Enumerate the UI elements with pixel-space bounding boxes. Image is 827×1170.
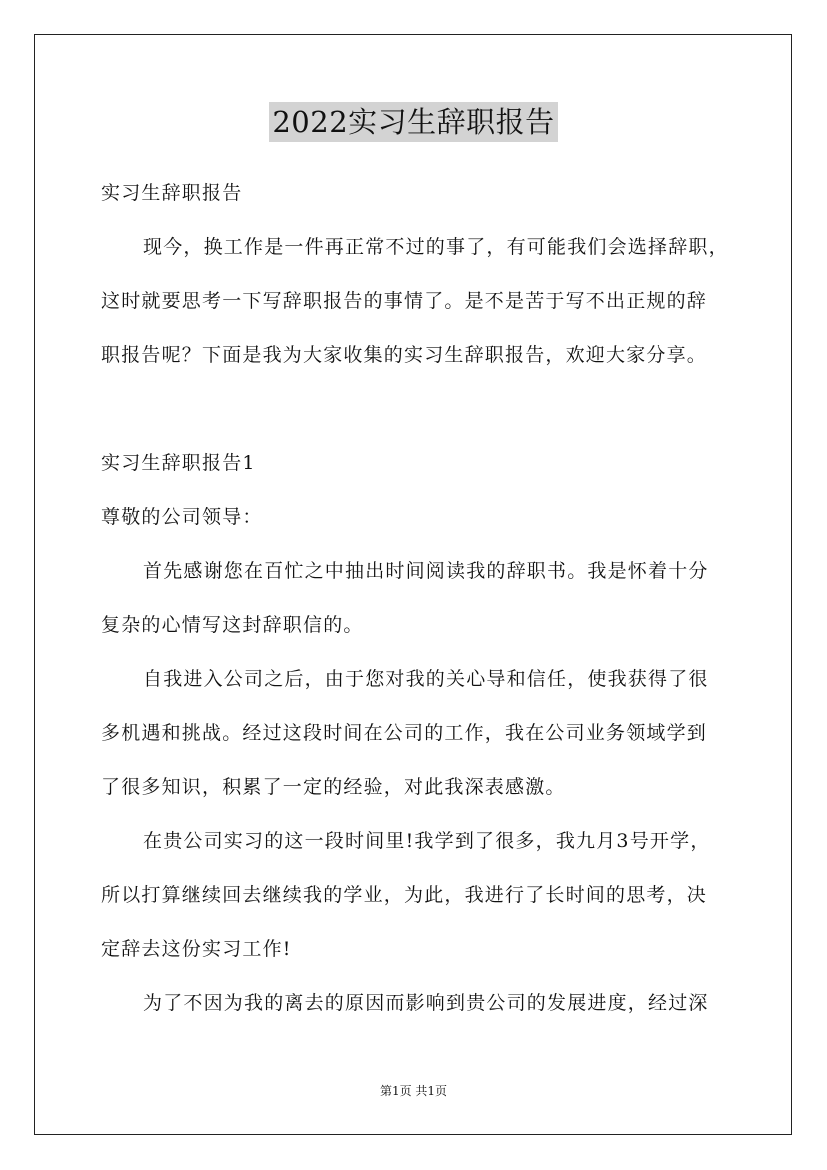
document-subtitle: 实习生辞职报告: [101, 182, 243, 204]
intro-line-3: 职报告呢？下面是我为大家收集的实习生辞职报告，欢迎大家分享。: [101, 344, 708, 366]
document-title: 2022实习生辞职报告: [269, 102, 557, 142]
body-line-2: 复杂的心情写这封辞职信的。: [101, 614, 364, 636]
body-line-8: 定辞去这份实习工作!: [101, 938, 292, 960]
body-line-9: 为了不因为我的离去的原因而影响到贵公司的发展进度，经过深: [143, 992, 709, 1014]
title-container: [0, 102, 827, 142]
body-line-3: 自我进入公司之后，由于您对我的关心导和信任，使我获得了很: [143, 668, 709, 690]
salutation: 尊敬的公司领导：: [101, 506, 263, 528]
body-line-5: 了很多知识，积累了一定的经验，对此我深表感激。: [101, 776, 566, 798]
body-line-7: 所以打算继续回去继续我的学业，为此，我进行了长时间的思考，决: [101, 884, 708, 906]
intro-line-1: 现今，换工作是一件再正常不过的事了，有可能我们会选择辞职，: [143, 236, 729, 258]
body-line-6: 在贵公司实习的这一段时间里!我学到了很多，我九月3号开学，: [143, 830, 711, 852]
page-footer: 第1页 共1页: [379, 1084, 448, 1098]
intro-line-2: 这时就要思考一下写辞职报告的事情了。是不是苦于写不出正规的辞: [101, 290, 708, 312]
body-line-1: 首先感谢您在百忙之中抽出时间阅读我的辞职书。我是怀着十分: [143, 560, 709, 582]
section-title: 实习生辞职报告1: [101, 452, 256, 474]
body-line-4: 多机遇和挑战。经过这段时间在公司的工作，我在公司业务领域学到: [101, 722, 708, 744]
